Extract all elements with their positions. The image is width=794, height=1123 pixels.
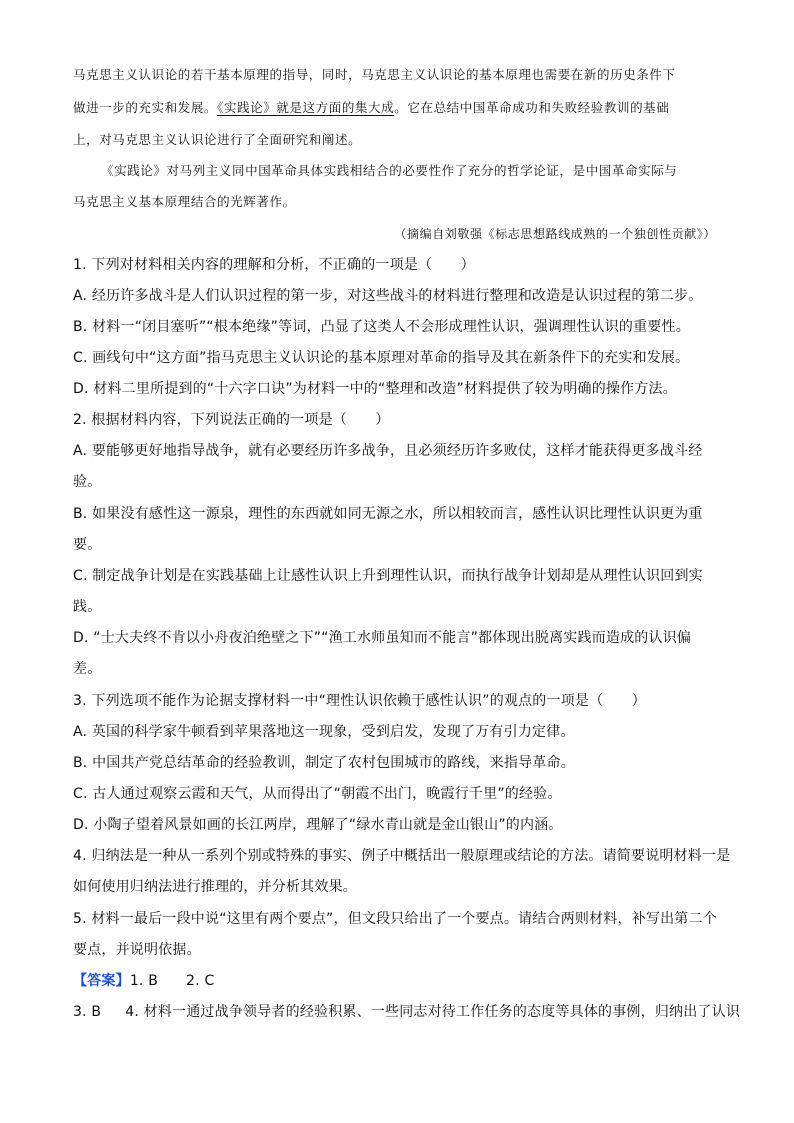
option-b: B. 如果没有感性这一源泉，理性的东西就如同无源之水，所以相较而言，感性认识比理性认识更为重	[73, 506, 703, 522]
option-d: D. 材料二里所提到的“十六字口诀”为材料一中的“整理和改造”材料提供了较为明确的操作方法。	[73, 381, 677, 397]
option-a-continued: 验。	[73, 474, 102, 490]
question-stem: 2. 根据材料内容，下列说法正确的一项是（ ）	[73, 412, 390, 428]
passage-line: 上，对马克思主义认识论进行了全面研究和阐述。	[73, 132, 362, 147]
question-stem: 1. 下列对材料相关内容的理解和分析，不正确的一项是（ ）	[73, 257, 475, 273]
passage-line	[73, 99, 669, 117]
answer-1: 1. B	[129, 973, 159, 989]
passage-text: 做进一步的充实和发展。	[73, 100, 218, 115]
option-a: A. 经历许多战斗是人们认识过程的第一步，对这些战斗的材料进行整理和改造是认识过程的第二步。	[73, 288, 703, 304]
option-c: C. 画线句中“这方面”指马克思主义认识论的基本原理对革命的指导及其在新条件下的充实和发展。	[73, 350, 690, 366]
answer-2: 2. C	[186, 973, 215, 989]
passage-line: 马克思主义认识论的若干基本原理的指导，同时，马克思主义认识论的基本原理也需要在新的历史条件下	[73, 67, 676, 82]
underlined-sentence: 《实践论》就是这方面的集大成	[217, 100, 395, 115]
question-stem: 5. 材料一最后一段中说“这里有两个要点”，但文段只给出了一个要点。请结合两则材料，补写出第二个	[73, 911, 717, 927]
option-c: C. 古人通过观察云霞和天气，从而得出了“朝霞不出门，晚霞行千里”的经验。	[73, 786, 562, 802]
answer-tag: 【答案】	[73, 973, 130, 989]
question-stem: 3. 下列选项不能作为论据支撑材料一中“理性认识依赖于感性认识”的观点的一项是（ ）	[73, 693, 646, 709]
option-a: A. 要能够更好地指导战争，就有必要经历许多战争，且必须经历许多败仗，这样才能获得更多战斗经	[73, 443, 703, 459]
passage-text: 。它在总结中国革命成功和失败经验教训的基础	[394, 100, 670, 115]
option-c: C. 制定战争计划是在实践基础上让感性认识上升到理性认识，而执行战争计划却是从理性认识回到实	[73, 568, 703, 584]
option-a: A. 英国的科学家牛顿看到苹果落地这一现象，受到启发，发现了万有引力定律。	[73, 724, 575, 740]
answer-line	[73, 972, 214, 990]
question-stem: 4. 归纳法是一种从一系列个别或特殊的事实、例子中概括出一般原理或结论的方法。请简要说明材料一是	[73, 848, 731, 864]
option-d: D. 小陶子望着风景如画的长江两岸，理解了“绿水青山就是金山银山”的内涵。	[73, 817, 563, 833]
option-b: B. 中国共产党总结革命的经验教训，制定了农村包围城市的路线，来指导革命。	[73, 755, 575, 771]
question-stem-continued: 如何使用归纳法进行推理的，并分析其效果。	[73, 879, 357, 895]
passage-line: 《实践论》对马列主义同中国革命具体实践相结合的必要性作了充分的哲学论证，是中国革命实际与	[101, 163, 678, 178]
passage-source: （摘编自刘敬强《标志思想路线成熟的一个独创性贡献》）	[394, 227, 716, 241]
option-d-continued: 差。	[73, 661, 102, 677]
answer-4: 4. 材料一通过战争领导者的经验积累、一些同志对待工作任务的态度等具体的事例，归纳出了认识	[125, 1004, 741, 1020]
answer-3: 3. B	[73, 1004, 102, 1020]
option-b: B. 材料一“闭目塞听”“根本绝缘”等词，凸显了这类人不会形成理性认识，强调理性认识的重要性。	[73, 319, 690, 335]
question-stem-continued: 要点，并说明依据。	[73, 942, 201, 958]
answer-line	[73, 1003, 740, 1021]
option-d: D. “士大夫终不肯以小舟夜泊绝壁之下”“渔工水师虽知而不能言”都体现出脱离实践而造成的认识偏	[73, 630, 692, 646]
option-c-continued: 践。	[73, 599, 102, 615]
passage-line: 马克思主义基本原理结合的光辉著作。	[73, 194, 296, 209]
option-b-continued: 要。	[73, 537, 102, 553]
